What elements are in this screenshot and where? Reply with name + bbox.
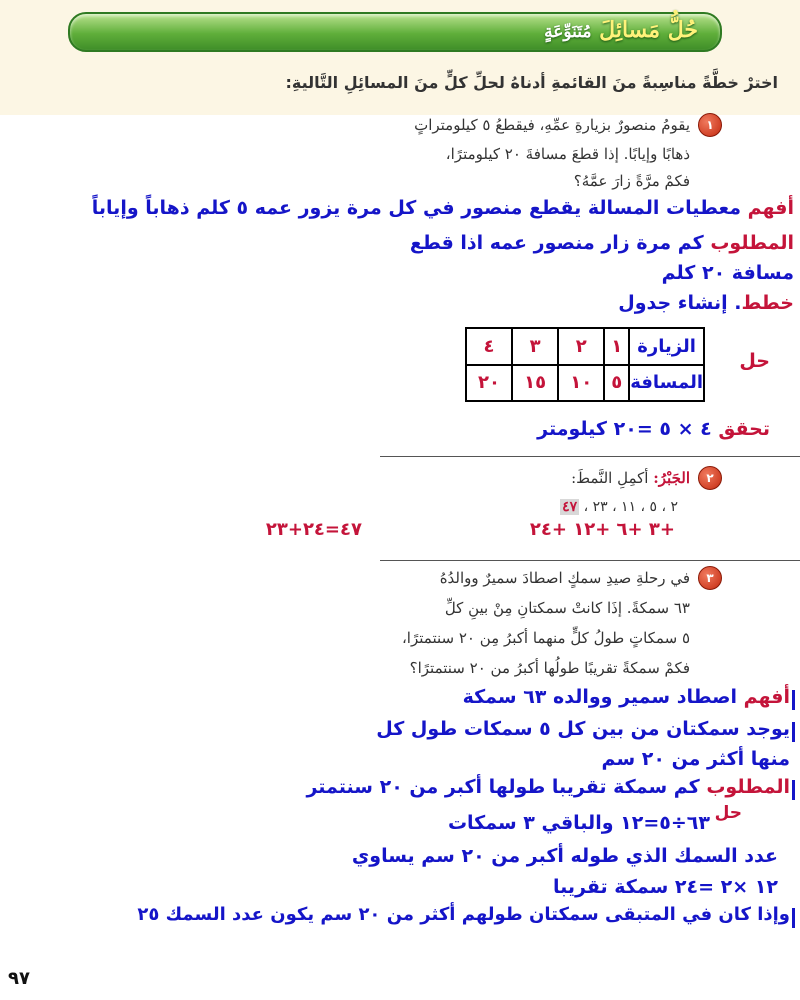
required-label: المطلوب [710,232,794,254]
q1-required [410,232,794,254]
question-1-number-badge [698,113,722,137]
plan-text: . إنشاء جدول [618,292,742,314]
visits-table [465,327,705,402]
section-title-main: حُلُّ مَسائِلَ [599,17,698,43]
question-number: ٣ [698,566,722,590]
required-text: كم سمكة تقريبا طولها أكبر من ٢٠ سنتمتر [306,776,700,798]
table-cell: ٥ [604,365,629,402]
q3-given-2: منها أكثر من ٢٠ سم [601,748,790,770]
question-3-number-badge [698,566,722,590]
divider [380,560,800,561]
table-cell: ١ [604,328,629,365]
algebra-label: الجَبْرُ: [653,469,690,487]
understand-text: اصطاد سمير ووالده ٦٣ سمكة [462,686,737,708]
question-2-number-badge [698,466,722,490]
question-3-line-3: ٥ سمكاتٍ طولُ كلٍّ منهما أكبرُ مِن ٢٠ سنتمترًا، [401,629,690,647]
pattern-answer: ٤٧ [562,499,578,515]
section-title-accent: مُتَنَوِّعَةٍ [544,22,592,42]
q1-solve-label: حل [739,350,770,372]
page-number: ٩٧ [8,968,30,989]
q3-solve-4: وإذا كان في المتبقى سمكتان طولهم أكثر من ٢٠ سم يكون عدد السمك ٢٥ [137,904,790,925]
table-row [466,365,704,402]
table-row [466,328,704,365]
pattern-prompt: أكمِلِ النَّمطَ: [571,469,649,487]
section-banner [68,12,722,52]
plan-label: خطط [741,292,794,314]
question-3-line-1: في رحلةِ صيدِ سمكٍ اصطادَ سميرٌ ووالدُهُ [439,569,690,587]
table-cell: ٣ [512,328,558,365]
q1-required-line-2: مسافة ٢٠ كلم [661,262,794,284]
pattern-sequence [560,499,678,515]
question-2-prompt [571,469,690,487]
margin-bar [792,780,795,800]
q3-solve-1: ٦٣÷٥=١٢ والباقي ٣ سمكات [447,812,710,834]
question-1-line-3: فكمْ مرَّةً زارَ عمَّهُ؟ [573,172,690,190]
table-header-visit: الزيارة [629,328,704,365]
q3-given-1: يوجد سمكتان من بين كل ٥ سمكات طول كل [376,718,790,740]
q1-check [537,418,770,440]
pattern-result: ٤٧=٢٤+٢٣ [265,519,362,540]
table-cell: ٤ [466,328,512,365]
question-number: ٢ [698,466,722,490]
understand-label: أفهم [747,197,794,219]
q3-solve-2: عدد السمك الذي طوله أكبر من ٢٠ سم يساوي [351,845,778,867]
required-label: المطلوب [706,776,790,798]
understand-text: معطيات المسالة يقطع منصور في كل مرة يزور عمه ٥ كلم ذهاباً وإياباً [91,197,741,219]
q3-understand [463,686,790,708]
question-number: ١ [698,113,722,137]
check-label: تحقق [718,418,770,440]
understand-label: أفهم [743,686,790,708]
check-text: ٤ × ٥ =٢٠ كيلومتر [537,418,712,440]
table-header-distance: المسافة [629,365,704,402]
table-cell: ١٥ [512,365,558,402]
q1-plan [618,292,794,314]
margin-bar [792,908,795,928]
question-3-line-2: ٦٣ سمكةً. إذَا كانتْ سمكتانِ مِنْ بينِ كلِّ [444,599,690,617]
q3-solve-label: حل [714,803,742,823]
table-cell: ٢ [558,328,604,365]
section-title [544,17,698,43]
margin-bar [792,722,795,742]
pattern-steps: +٣ +٦ +١٢ +٢٤ [529,519,675,540]
q3-solve-3: ١٢ ×٢ =٢٤ سمكة تقريبا [553,876,778,898]
question-1-line-1: يقومُ منصورٌ بزيارةِ عمِّهِ، فيقطعُ ٥ كيلومتراتٍ [414,116,690,134]
divider [380,456,800,457]
table-cell: ١٠ [558,365,604,402]
table-cell: ٢٠ [466,365,512,402]
sequence-text: ٢ ، ٥ ، ١١ ، ٢٣ ، [583,499,678,515]
q3-required [306,776,790,798]
instruction-text: اخترْ خطَّةً مناسِبةً منَ القائمةِ أدناهُ لحلِّ كلٍّ منَ المسائِلِ التَّاليةِ: [285,73,778,92]
question-1-line-2: ذهابًا وإيابًا. إذا قطعَ مسافةَ ٢٠ كيلومترًا، [445,145,690,163]
q1-understand [92,197,794,219]
margin-bar [792,690,795,710]
question-3-line-4: فكمْ سمكةً تقريبًا طولُها أكبرُ من ٢٠ سنتمترًا؟ [409,659,690,677]
required-text: كم مرة زار منصور عمه اذا قطع [409,232,704,254]
